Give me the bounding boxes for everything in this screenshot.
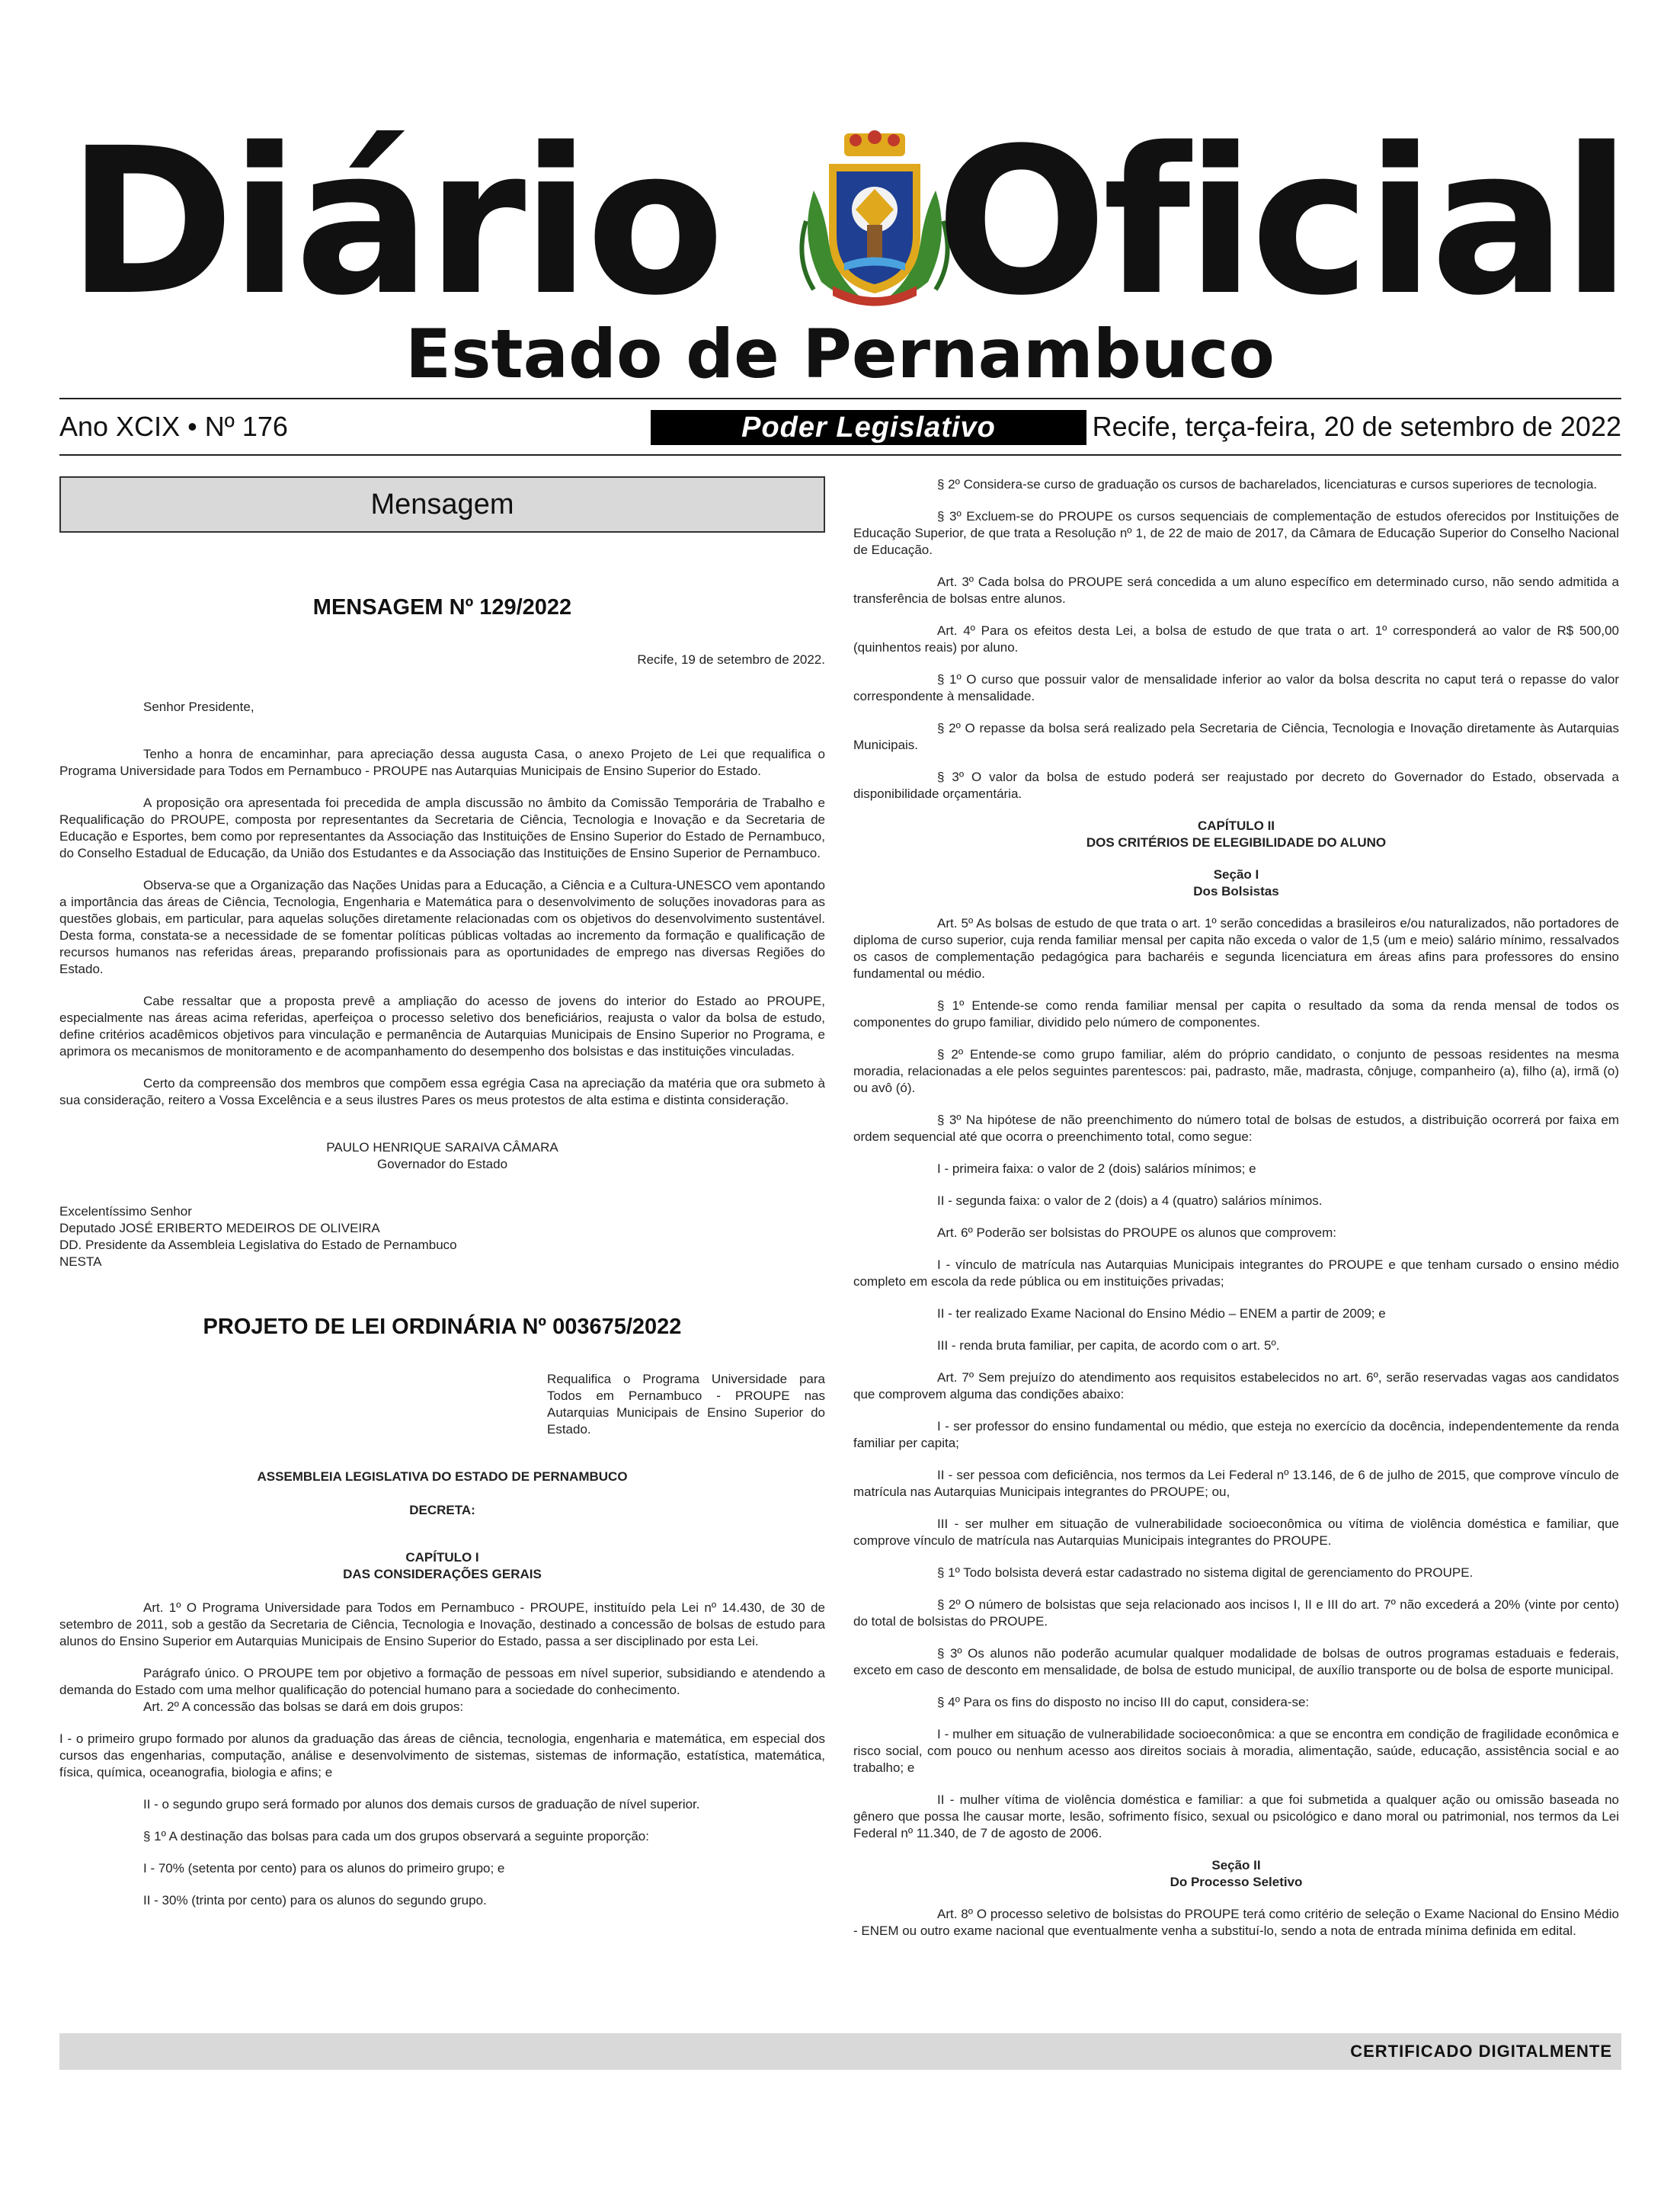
article: § 2º Considera-se curso de graduação os cursos de bacharelados, licenciaturas e cursos superiores de tecnologia. [937, 477, 1598, 492]
article: § 2º Entende-se como grupo familiar, além do próprio candidato, o conjunto de pessoas residentes na mesma moradia, relacionadas a ele pelos seguintes parentescos: pai, padrasto, mãe, madrasta, cônjuge, companheiro (a), filho (a), irmã (o) ou avô (ó). [853, 1047, 1619, 1095]
section-badge: Poder Legislativo [651, 410, 1086, 445]
article: II - 30% (trinta por cento) para os alunos do segundo grupo. [143, 1893, 487, 1908]
article: § 3º Excluem-se do PROUPE os cursos sequenciais de complementação de estudos oferecidos por Instituições de Educação Superior, de que trata a Resolução nº 1, de 22 de maio de 2017, da Câmara de Educação Superior do Conselho Nacional de Educação. [853, 509, 1619, 557]
section-subtitle: Do Processo Seletivo [1170, 1875, 1303, 1889]
chapter-title: CAPÍTULO I [405, 1550, 479, 1565]
decree-heading: DECRETA: [409, 1503, 475, 1517]
article: § 4º Para os fins do disposto no inciso III do caput, considera-se: [937, 1695, 1310, 1709]
salutation: Senhor Presidente, [143, 700, 254, 714]
message-title: MENSAGEM Nº 129/2022 [312, 595, 572, 620]
article: § 1º Entende-se como renda familiar mensal per capita o resultado da soma da renda mensal de todos os componentes do grupo familiar, dividido pelo número de componentes. [853, 998, 1619, 1030]
article: Art. 2º A concessão das bolsas se dará em dois grupos: [143, 1699, 464, 1714]
paragraph: Cabe ressaltar que a proposta prevê a ampliação do acesso de jovens do interior do Estado ao PROUPE, especialmente nas áreas acima referidas, aperfeiçoa o processo seletivo dos beneficiários, reajusta o valor da bolsa de estudo, define critérios acadêmicos objetivos para vinculação e permanência de Autarquias Municipais de Ensino Superior no Programa, e aprimora os mecanismos de monitoramento e de acompanhamento do desempenho dos bolsistas e das instituições vinculadas. [59, 994, 825, 1059]
article: § 1º A destinação das bolsas para cada um dos grupos observará a seguinte proporção: [143, 1829, 649, 1843]
article: Art. 8º O processo seletivo de bolsistas do PROUPE terá como critério de seleção o Exame Nacional do Ensino Médio - ENEM ou outro exame nacional que eventualmente venha a substituí-lo, sendo a nota de entrada mínima definida em edital. [853, 1907, 1619, 1938]
article: Parágrafo único. O PROUPE tem por objetivo a formação de pessoas em nível superior, subsidiando e atendendo a demanda do Estado com uma melhor qualificação do potencial humano para a sociedade do conhecimento. [59, 1666, 825, 1697]
article: § 3º Na hipótese de não preenchimento do número total de bolsas de estudos, a distribuição ocorrerá por faixa em ordem sequencial até que ocorra o preenchimento total, como segue: [853, 1113, 1619, 1144]
article: Art. 1º O Programa Universidade para Todos em Pernambuco - PROUPE, instituído pela Lei nº 14.430, de 30 de setembro de 2011, sob a gestão da Secretaria de Ciência, Tecnologia e Inovação, destinado a concessão de bolsas de estudo para alunos do Ensino Superior em Autarquias Municipais de Ensino Superior do Estado, passa a ser disciplinado por esta Lei. [59, 1600, 825, 1648]
masthead-subtitle: Estado de Pernambuco [405, 315, 1275, 393]
article: II - o segundo grupo será formado por alunos dos demais cursos de graduação de nível superior. [143, 1797, 700, 1811]
masthead-word-left: Diário [67, 105, 721, 340]
article: § 3º Os alunos não poderão acumular qualquer modalidade de bolsas de outros programas estaduais e federais, exceto em caso de desconto em mensalidade, de bolsa de estudo municipal, de auxílio transporte ou de bolsa de esporte municipal. [853, 1646, 1619, 1677]
section-subtitle: Dos Bolsistas [1193, 884, 1279, 899]
header-rule-bottom [59, 454, 1621, 456]
left-column [59, 476, 825, 1924]
section-title: Seção II [1211, 1858, 1261, 1872]
article: Art. 4º Para os efeitos desta Lei, a bolsa de estudo de que trata o art. 1º corresponderá ao valor de R$ 500,00 (quinhentos reais) por aluno. [853, 623, 1619, 655]
addressee-line: DD. Presidente da Assembleia Legislativa do Estado de Pernambuco [59, 1238, 457, 1252]
edition-number: Ano XCIX • Nº 176 [59, 411, 288, 442]
place-date: Recife, terça-feira, 20 de setembro de 2022 [1092, 411, 1621, 442]
article: Art. 5º As bolsas de estudo de que trata o art. 1º serão concedidas a brasileiros e/ou naturalizados, não portadores de diploma de curso superior, cuja renda familiar mensal per capita não exceda o valor de 1,5 (um e meio) salário mínimo, ressalvados os casos de complementação pedagógica para bacharéis e segunda licenciatura em áreas afins para professores do ensino fundamental ou médio. [853, 916, 1619, 981]
bill-summary: Requalifica o Programa Universidade para Todos em Pernambuco - PROUPE nas Autarquias Municipais de Ensino Superior do Estado. [547, 1372, 825, 1437]
message-date: Recife, 19 de setembro de 2022. [637, 652, 825, 667]
addressee-line: Excelentíssimo Senhor [59, 1204, 192, 1219]
article: III - ser mulher em situação de vulnerabilidade socioeconômica ou vítima de violência doméstica e familiar, que comprove vínculo de matrícula nas Autarquias Municipais integrantes do PROUPE. [853, 1517, 1619, 1548]
article: I - primeira faixa: o valor de 2 (dois) salários mínimos; e [937, 1161, 1256, 1176]
chapter-subtitle: DOS CRITÉRIOS DE ELEGIBILIDADE DO ALUNO [1086, 835, 1387, 850]
article: II - segunda faixa: o valor de 2 (dois) a 4 (quatro) salários mínimos. [937, 1193, 1323, 1208]
paragraph: Observa-se que a Organização das Nações Unidas para a Educação, a Ciência e a Cultura-UNESCO vem apontando a importância das áreas de Ciência, Tecnologia, Engenharia e Matemática para o desenvolvimento de soluções inovadoras para as questões globais, em particular, para aquelas soluções diretamente relacionadas com os objetivos do desenvolvimento sustentável. Desta forma, constata-se a necessidade de se fomentar políticas públicas voltadas ao incremento da formação e qualificação de recursos humanos nas referidas áreas, preparando profissionais para as oportunidades de emprego nas diversas Regiões do Estado. [59, 878, 825, 976]
bill-title: PROJETO DE LEI ORDINÁRIA Nº 003675/2022 [203, 1315, 682, 1339]
article: II - mulher vítima de violência doméstica e familiar: a que foi submetida a qualquer ação ou omissão baseada no gênero que possa lhe causar morte, lesão, sofrimento físico, sexual ou psicológico e dano moral ou patrimonial, nos termos da Lei Federal nº 11.340, de 7 de agosto de 2006. [853, 1792, 1619, 1840]
header-rule-top [59, 398, 1621, 399]
coat-of-arms-icon [791, 130, 958, 312]
article: I - vínculo de matrícula nas Autarquias Municipais integrantes do PROUPE e que tenham cursado o ensino médio completo em escola da rede pública ou em instituições privadas; [853, 1257, 1619, 1289]
article: § 2º O número de bolsistas que seja relacionado aos incisos I, II e III do art. 7º não excederá a 20% (vinte por cento) do total de bolsistas do PROUPE. [853, 1597, 1619, 1629]
info-bar [59, 404, 1621, 450]
addressee-line: NESTA [59, 1254, 102, 1269]
article: III - renda bruta familiar, per capita, de acordo com o art. 5º. [937, 1338, 1280, 1353]
masthead-word-right: Oficial [936, 105, 1627, 340]
section-title-box: Mensagem [59, 476, 825, 533]
article: II - ter realizado Exame Nacional do Ensino Médio – ENEM a partir de 2009; e [937, 1306, 1386, 1321]
article: § 3º O valor da bolsa de estudo poderá ser reajustado por decreto do Governador do Estado, observada a disponibilidade orçamentária. [853, 770, 1619, 801]
signature-name: PAULO HENRIQUE SARAIVA CÂMARA [326, 1140, 558, 1155]
article: II - ser pessoa com deficiência, nos termos da Lei Federal nº 13.146, de 6 de julho de 2015, que comprove vínculo de matrícula nas Autarquias Municipais integrantes do PROUPE; ou, [853, 1468, 1619, 1499]
paragraph: A proposição ora apresentada foi precedida de ampla discussão no âmbito da Comissão Temporária de Trabalho e Requalificação do PROUPE, composta por representantes da Secretaria de Ciência, Tecnologia e Inovação e da Secretaria de Educação e Esportes, bem como por representantes da Associação das Instituições de Ensino Superior do Estado de Pernambuco, do Conselho Estadual de Educação, da União dos Estudantes e da Associação das Instituições de Ensino Superior de Pernambuco. [59, 796, 825, 860]
addressee-line: Deputado JOSÉ ERIBERTO MEDEIROS DE OLIVEIRA [59, 1221, 380, 1235]
article: Art. 6º Poderão ser bolsistas do PROUPE os alunos que comprovem: [937, 1225, 1337, 1240]
article: § 1º Todo bolsista deverá estar cadastrado no sistema digital de gerenciamento do PROUPE. [937, 1565, 1474, 1580]
chapter-subtitle: DAS CONSIDERAÇÕES GERAIS [343, 1567, 542, 1581]
article: I - mulher em situação de vulnerabilidade socioeconômica: a que se encontra em condição de fragilidade econômica e risco social, com pouco ou nenhum acesso aos direitos sociais à moradia, alimentação, saúde, educação, assistência social e ao trabalho; e [853, 1727, 1619, 1775]
article: I - ser professor do ensino fundamental ou médio, que esteja no exercício da docência, independentemente da renda familiar per capita; [853, 1419, 1619, 1450]
article: § 1º O curso que possuir valor de mensalidade inferior ao valor da bolsa descrita no caput terá o repasse do valor correspondente à mensalidade. [853, 672, 1619, 703]
masthead [59, 105, 1627, 340]
certified-footer: CERTIFICADO DIGITALMENTE [59, 2033, 1621, 2070]
assembly-heading: ASSEMBLEIA LEGISLATIVA DO ESTADO DE PERNAMBUCO [257, 1469, 628, 1484]
article: I - o primeiro grupo formado por alunos da graduação das áreas de ciência, tecnologia, engenharia e matemática, em especial dos cursos das engenharias, computação, análise e desenvolvimento de sistemas, sistemas de informação, estatística, matemática, física, química, oceanografia, biologia e afins; e [59, 1731, 825, 1779]
signature-role: Governador do Estado [376, 1157, 508, 1171]
article: § 2º O repasse da bolsa será realizado pela Secretaria de Ciência, Tecnologia e Inovação diretamente às Autarquias Municipais. [853, 721, 1619, 752]
paragraph: Tenho a honra de encaminhar, para apreciação dessa augusta Casa, o anexo Projeto de Lei que requalifica o Programa Universidade para Todos em Pernambuco - PROUPE nas Autarquias Municipais de Ensino Superior do Estado. [59, 747, 825, 778]
article: Art. 3º Cada bolsa do PROUPE será concedida a um aluno específico em determinado curso, não sendo admitida a transferência de bolsas entre alunos. [853, 575, 1619, 606]
article: I - 70% (setenta por cento) para os alunos do primeiro grupo; e [143, 1861, 505, 1875]
section-title: Seção I [1213, 867, 1259, 882]
article: Art. 7º Sem prejuízo do atendimento aos requisitos estabelecidos no art. 6º, serão reservadas vagas aos candidatos que comprovem alguma das condições abaixo: [853, 1370, 1619, 1401]
right-column [853, 476, 1619, 1955]
paragraph: Certo da compreensão dos membros que compõem essa egrégia Casa na apreciação da matéria que ora submeto à sua consideração, reitero a Vossa Excelência e a seus ilustres Pares os meus protestos de alta estima e distinta consideração. [59, 1076, 825, 1107]
chapter-title: CAPÍTULO II [1197, 818, 1275, 833]
